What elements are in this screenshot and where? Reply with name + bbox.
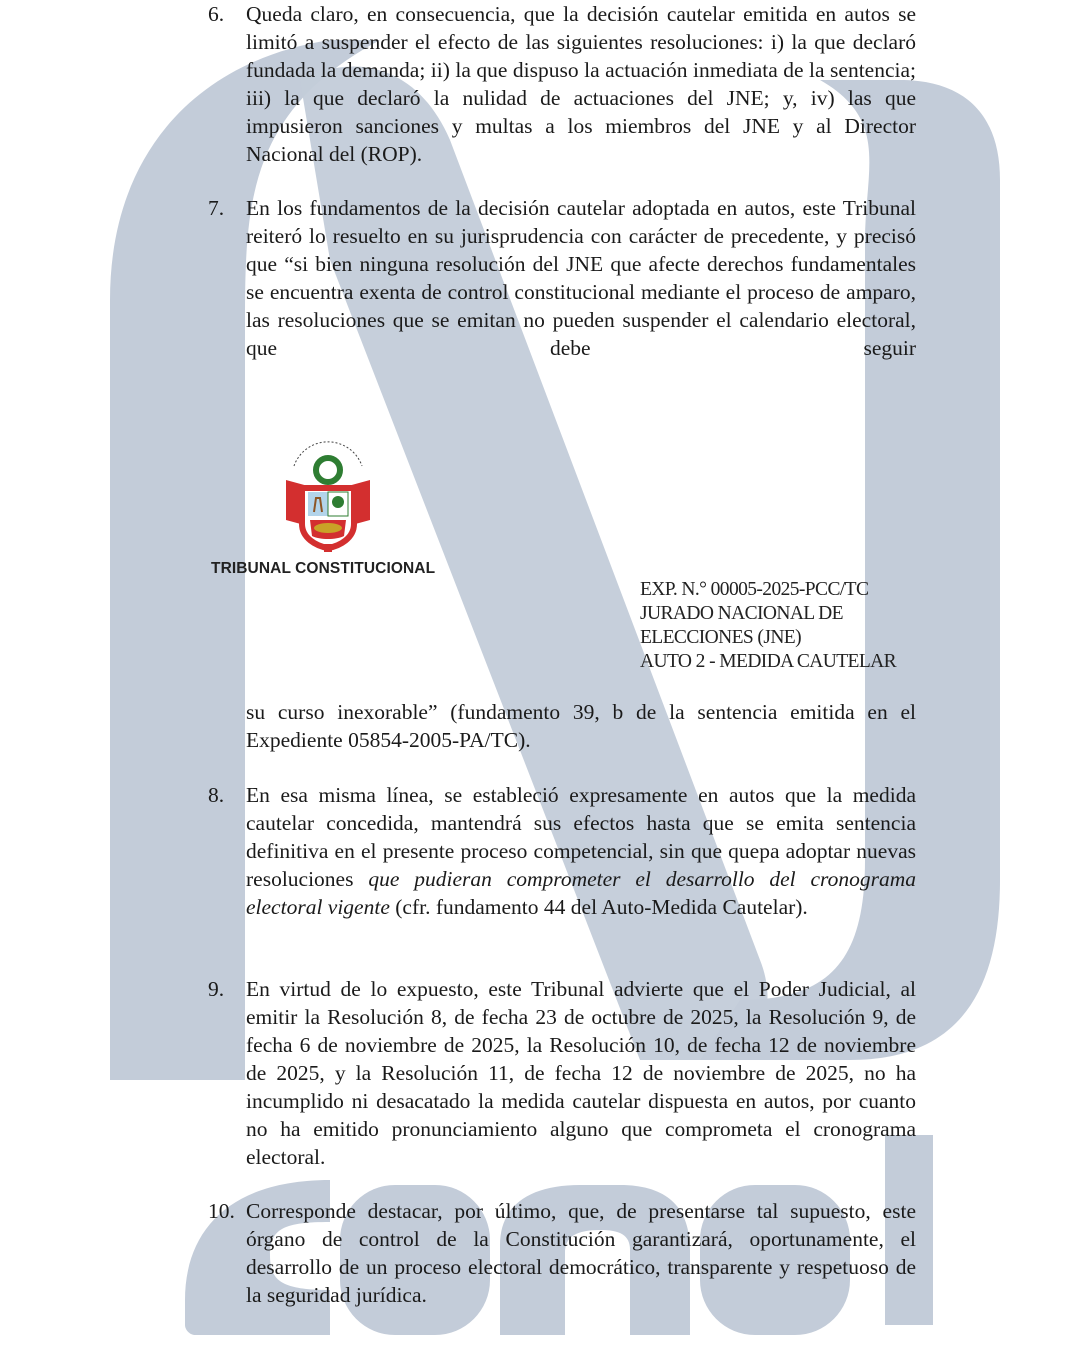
- paragraph-number: 7.: [208, 196, 225, 220]
- case-document-type: AUTO 2 - MEDIDA CAUTELAR: [640, 651, 897, 672]
- paragraph-number: 8.: [208, 783, 225, 807]
- paragraph-10: [208, 1197, 916, 1309]
- case-party-line-1: JURADO NACIONAL DE: [640, 603, 843, 624]
- paragraph-number: 6.: [208, 2, 225, 26]
- case-number: EXP. N.° 00005-2025-PCC/TC: [640, 579, 869, 600]
- paragraph-8: [208, 781, 916, 921]
- case-reference: [640, 578, 896, 674]
- paragraph-number: 10.: [208, 1199, 235, 1223]
- paragraph-6: [208, 0, 916, 168]
- paragraph-text: Queda claro, en consecuencia, que la decisión cautelar emitida en autos se limitó a suspender el efecto de las siguientes resoluciones: i) la que declaró fundada la demanda; ii) la que dispuso la actuación inmediata de la sentencia; iii) la que declaró la nulidad de actuaciones del JNE; y, iv) las que impusieron sanciones y multas a los miembros del JNE y al Director Nacional del (ROP).: [246, 2, 916, 166]
- paragraph-9: [208, 975, 916, 1171]
- org-name: TRIBUNAL CONSTITUCIONAL: [211, 560, 436, 577]
- peru-coat-of-arms-emblem: [280, 440, 376, 552]
- paragraph-text: En los fundamentos de la decisión cautelar adoptada en autos, este Tribunal reiteró lo resuelto en su jurisprudencia con carácter de precedente, y precisó que “si bien ninguna resolución del JNE que afecte derechos fundamentales se encuentra exenta de control constitucional mediante el proceso de amparo, las resoluciones que se emitan no pueden suspender el calendario electoral, que debe seguir: [246, 196, 916, 360]
- paragraph-number: 9.: [208, 977, 225, 1001]
- paragraph-text: En virtud de lo expuesto, este Tribunal advierte que el Poder Judicial, al emitir la Resolución 8, de fecha 23 de octubre de 2025, la Resolución 9, de fecha 6 de noviembre de 2025, la Resolución 10, de fecha 12 de noviembre de 2025, y la Resolución 11, de fecha 12 de noviembre de 2025, no ha incumplido ni desacatado la medida cautelar dispuesta en autos, por cuanto no ha emitido pronunciamiento alguno que comprometa el cronograma electoral.: [246, 977, 916, 1169]
- text-segment: (cfr. fundamento 44 del Auto-Medida Cautelar).: [389, 895, 808, 919]
- case-party-line-2: ELECCIONES (JNE): [640, 627, 802, 648]
- italic-quote: que pudieran comprometer el desarrollo del cronograma electoral vigente: [246, 867, 917, 919]
- text-segment: En esa misma línea, se estableció expresamente en autos que la medida cautelar concedida, mantendrá sus efectos hasta que se emita sentencia definitiva en el presente proceso competencial, sin que quepa adoptar nuevas resoluciones: [246, 783, 916, 891]
- paragraph-text: Corresponde destacar, por último, que, de presentarse tal supuesto, este órgano de control de la Constitución garantizará, oportunamente, el desarrollo de un proceso electoral democrático, transparente y respetuoso de la seguridad jurídica.: [246, 1199, 916, 1307]
- paragraph-text: [246, 781, 916, 921]
- paragraph-text: su curso inexorable” (fundamento 39, b de la sentencia emitida en el Expediente 05854-2005-PA/TC).: [246, 700, 916, 752]
- paragraph-7-continuation: [208, 698, 916, 754]
- paragraph-7: [208, 194, 916, 362]
